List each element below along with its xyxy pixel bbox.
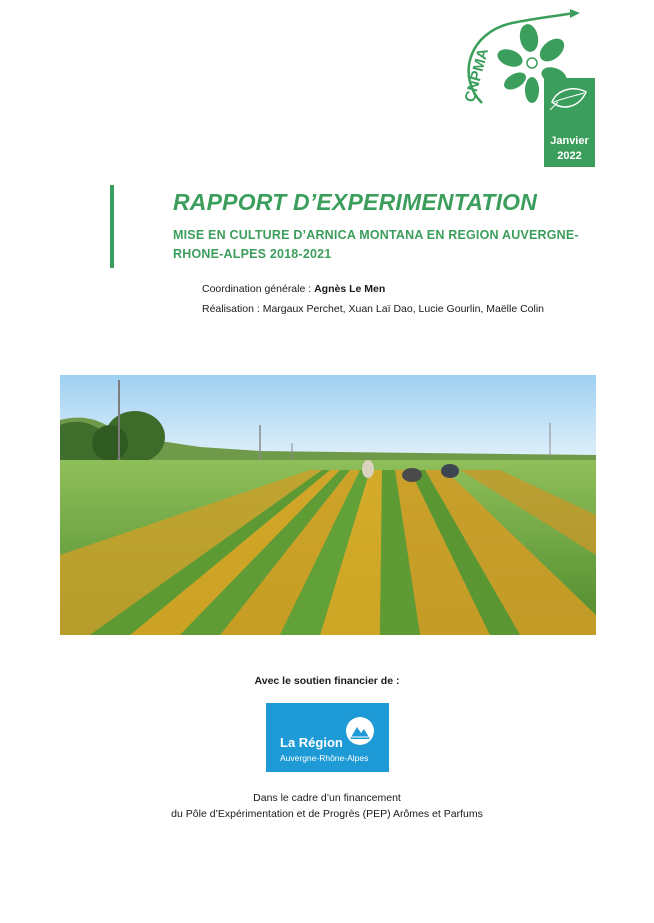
funding-line-2: du Pôle d’Expérimentation et de Progrès (PEP) Arômes et Parfums [171,808,483,820]
arnica-field-photo [60,375,596,635]
report-subtitle: MISE EN CULTURE D’ARNICA MONTANA EN REGION AUVERGNE-RHONE-ALPES 2018-2021 [173,228,579,261]
title-accent-bar [110,185,114,268]
leaf-icon [548,82,591,116]
report-title: RAPPORT D’EXPERIMENTATION [173,189,538,215]
realisation-label: Réalisation : [202,303,263,315]
funding-line-1: Dans le cadre d’un financement [253,792,401,804]
coordination-label: Coordination générale : [202,283,315,295]
coordination-credit [202,283,385,295]
region-subname: Auvergne-Rhône-Alpes [280,753,369,763]
date-month: Janvier [550,135,589,147]
region-logo [266,703,389,772]
region-mountain-icon [344,715,376,747]
support-heading: Avec le soutien financier de : [254,675,400,687]
cnpma-logo-text: CNPMA [461,46,493,105]
date-year: 2022 [557,150,582,162]
region-name: La Région [280,735,343,750]
realisation-credit [202,303,544,315]
realisation-names: Margaux Perchet, Xuan Laï Dao, Lucie Gourlin, Maëlle Colin [262,303,545,315]
coordination-name: Agnès Le Men [314,283,386,295]
